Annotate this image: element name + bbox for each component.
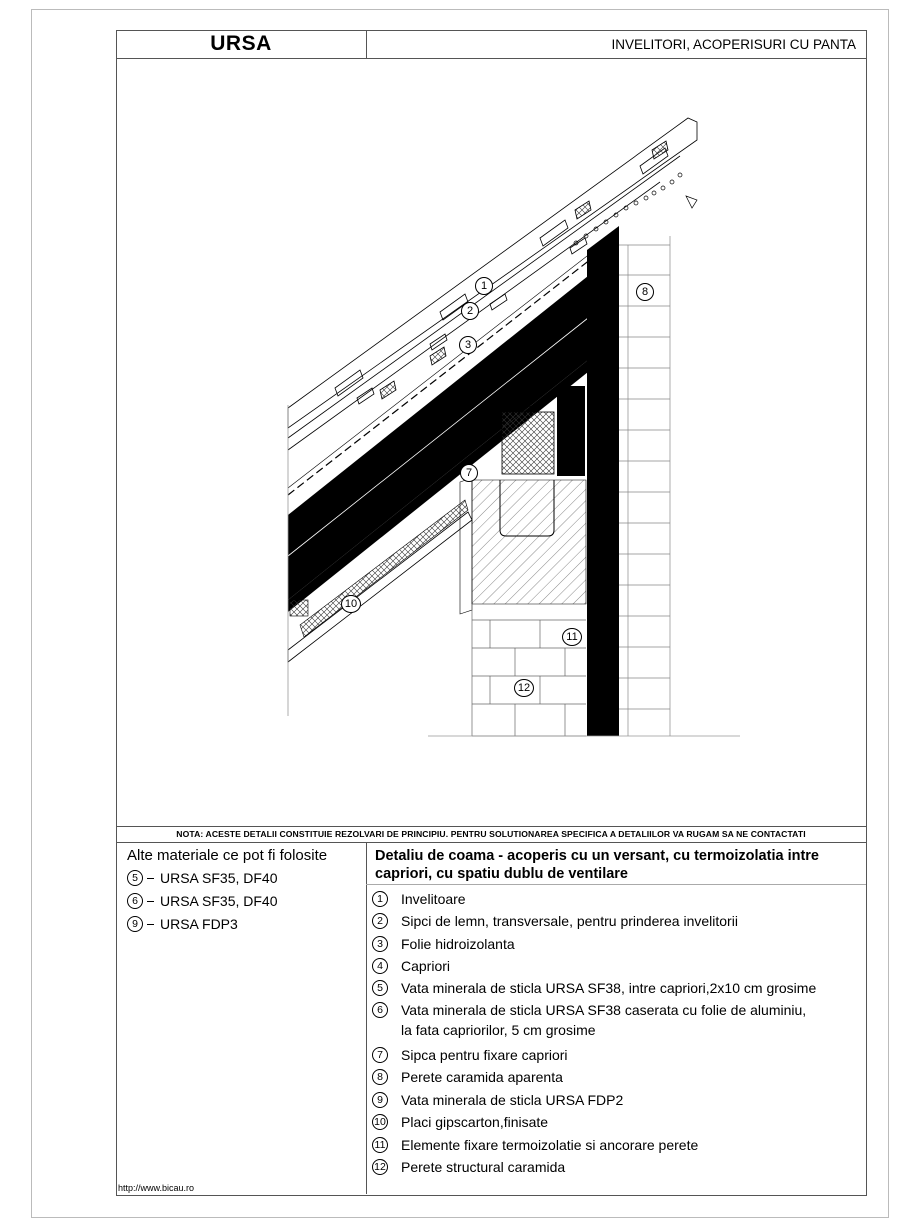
legend-item (372, 889, 466, 909)
item-number: 9 (372, 1092, 388, 1108)
legend-item (372, 1157, 565, 1177)
item-number: 8 (372, 1069, 388, 1085)
callout-12: 12 (514, 679, 534, 697)
legend-text-continued: la fata capriorilor, 5 cm grosime (401, 1022, 596, 1038)
item-number: 11 (372, 1137, 388, 1153)
footer-url[interactable]: http://www.bicau.ro (118, 1183, 195, 1193)
note-top-line (116, 826, 866, 827)
item-number: 1 (372, 891, 388, 907)
item-number: 3 (372, 936, 388, 952)
detail-title-separator (366, 884, 866, 885)
legend-item (372, 978, 816, 998)
disclaimer-note: NOTA: ACESTE DETALII CONSTITUIE REZOLVARI DE PRINCIPIU. PENTRU SOLUTIONAREA SPECIFICA A DETALIILOR VA RUGAM SA NE CONTACTATI (176, 829, 806, 839)
callout-11: 11 (562, 628, 582, 646)
alternative-item (127, 916, 238, 932)
callout-10: 10 (341, 595, 361, 613)
legend-text: Sipca pentru fixare capriori (401, 1047, 568, 1063)
callout-1: 1 (475, 277, 493, 295)
item-number: 5 (127, 870, 143, 886)
brand-logo-text: URSA (210, 32, 272, 55)
legend-item (372, 1067, 563, 1087)
legend-column-divider (366, 842, 367, 1194)
header-title: INVELITORI, ACOPERISURI CU PANTA (611, 37, 856, 52)
legend-item (372, 1000, 806, 1040)
alternative-item (127, 870, 278, 886)
legend-item (372, 1112, 548, 1132)
legend-item (372, 1045, 568, 1065)
item-number: 6 (127, 893, 143, 909)
legend-text: Perete structural caramida (401, 1159, 566, 1175)
item-number: 9 (127, 916, 143, 932)
alternative-label: URSA SF35, DF40 (160, 893, 278, 909)
legend-text: Vata minerala de sticla URSA FDP2 (401, 1092, 624, 1108)
legend-item (372, 956, 450, 976)
item-number: 2 (372, 913, 388, 929)
legend-item (372, 1090, 623, 1110)
callout-3: 3 (459, 336, 477, 354)
callout-7: 7 (460, 464, 478, 482)
alternatives-title: Alte materiale ce pot fi folosite (127, 847, 328, 864)
alternative-label: URSA FDP3 (160, 916, 238, 932)
legend-text: Capriori (401, 958, 451, 974)
alternative-label: URSA SF35, DF40 (160, 870, 278, 886)
legend-text: Invelitoare (401, 891, 466, 907)
ridge-vent-holes (574, 173, 697, 245)
item-number: 12 (372, 1159, 388, 1175)
legend-text: Sipci de lemn, transversale, pentru prinderea invelitorii (401, 913, 738, 929)
legend-text: Folie hidroizolanta (401, 936, 515, 952)
item-number: 4 (372, 958, 388, 974)
fixing-batten (290, 600, 308, 616)
detail-title: Detaliu de coama - acoperis cu un versant, cu termoizolatia intre capriori, cu spatiu dublu de ventilare (375, 848, 819, 882)
legend-item (372, 911, 738, 931)
item-number: 6 (372, 1002, 388, 1018)
legend-item (372, 934, 515, 954)
structural-masonry-top (472, 480, 586, 604)
item-number: 7 (372, 1047, 388, 1063)
item-number: 10 (372, 1114, 388, 1130)
legend-text: Placi gipscarton,finisate (401, 1114, 549, 1130)
wall-plate (502, 412, 554, 474)
legend-text: Vata minerala de sticla URSA SF38, intre capriori,2x10 cm grosime (401, 980, 817, 996)
structural-brick-wall (472, 604, 586, 736)
callout-2: 2 (461, 302, 479, 320)
vertical-post (587, 250, 619, 736)
facing-brick-wall (619, 236, 670, 736)
legend-text: Vata minerala de sticla URSA SF38 caserata cu folie de aluminiu, (401, 1002, 807, 1018)
legend-top-line (116, 842, 866, 843)
item-number: 5 (372, 980, 388, 996)
alternative-item (127, 893, 278, 909)
legend-text: Elemente fixare termoizolatie si ancorare perete (401, 1137, 699, 1153)
legend-text: Perete caramida aparenta (401, 1069, 563, 1085)
legend-item (372, 1135, 698, 1155)
callout-8: 8 (636, 283, 654, 301)
